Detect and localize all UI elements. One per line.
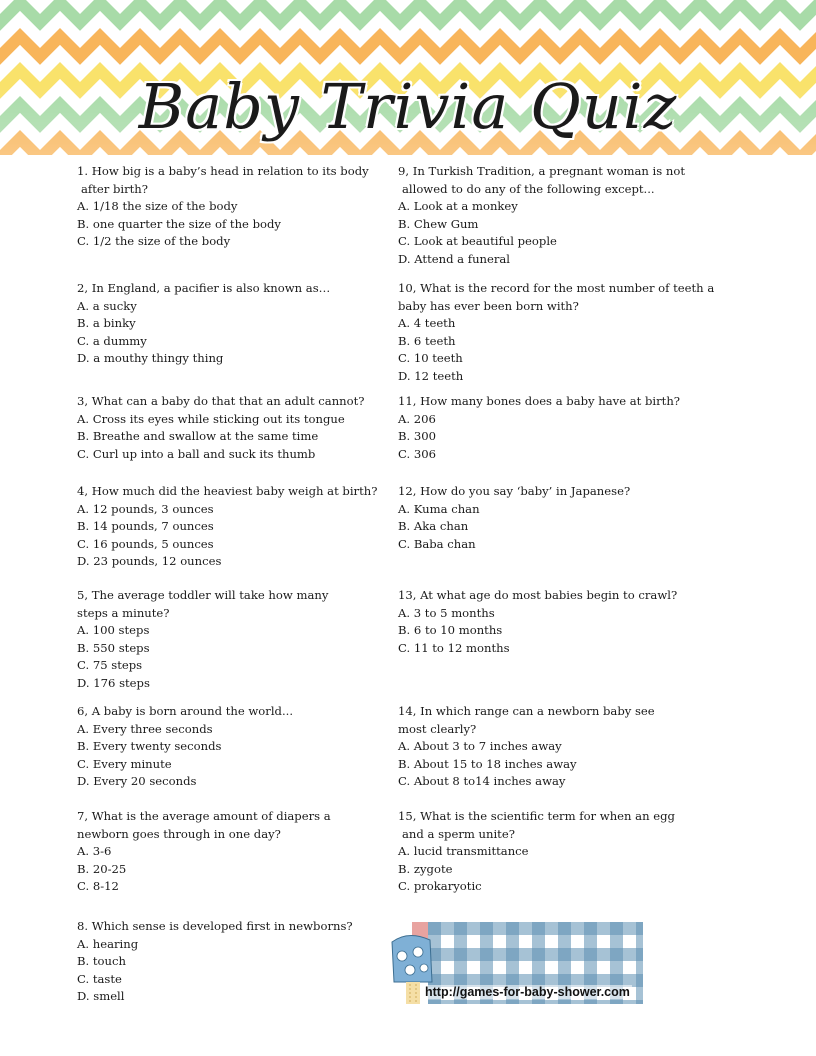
answer-option: C. Curl up into a ball and suck its thumb bbox=[77, 446, 316, 461]
question-text: 6, A baby is born around the world... bbox=[77, 704, 294, 718]
question-text: and a sperm unite? bbox=[402, 826, 515, 841]
answer-option: B. 14 pounds, 7 ounces bbox=[77, 519, 214, 534]
answer-option: B. Breathe and swallow at the same time bbox=[77, 429, 319, 444]
answer-option: A. a sucky bbox=[77, 298, 137, 313]
question-text: 2, In England, a pacifier is also known as… bbox=[77, 281, 331, 295]
question-text: steps a minute? bbox=[77, 605, 170, 620]
question-q3 bbox=[77, 393, 392, 463]
question-text: 4, How much did the heaviest baby weigh at birth? bbox=[77, 484, 378, 498]
answer-option: A. 12 pounds, 3 ounces bbox=[77, 501, 214, 516]
question-text: 3, What can a baby do that that an adult cannot? bbox=[77, 394, 365, 408]
answer-option: B. a binky bbox=[77, 316, 136, 331]
answer-option: D. a mouthy thingy thing bbox=[77, 351, 224, 366]
answer-option: C. 10 teeth bbox=[398, 351, 463, 366]
answer-option: C. a dummy bbox=[77, 333, 147, 348]
answer-option: D. Every 20 seconds bbox=[77, 774, 197, 789]
answer-option: A. Every three seconds bbox=[77, 721, 213, 736]
answer-option: B. one quarter the size of the body bbox=[77, 216, 281, 231]
answer-option: A. hearing bbox=[77, 936, 139, 951]
question-q7 bbox=[77, 808, 392, 896]
question-q14 bbox=[398, 703, 733, 791]
question-text: 12, How do you say ‘baby’ in Japanese? bbox=[398, 484, 631, 498]
question-text: baby has ever been born with? bbox=[398, 298, 579, 313]
question-text: 13, At what age do most babies begin to crawl? bbox=[398, 588, 678, 602]
answer-option: A. 3 to 5 months bbox=[398, 605, 495, 620]
answer-option: D. smell bbox=[77, 989, 125, 1004]
answer-option: B. 6 teeth bbox=[398, 333, 456, 348]
answer-option: A. About 3 to 7 inches away bbox=[398, 739, 562, 754]
answer-option: B. Every twenty seconds bbox=[77, 739, 222, 754]
page-title: Baby Trivia Quiz bbox=[138, 70, 678, 143]
question-q2 bbox=[77, 280, 392, 368]
answer-option: C. 75 steps bbox=[77, 658, 143, 673]
question-text: most clearly? bbox=[398, 721, 477, 736]
question-text: 5, The average toddler will take how many bbox=[77, 588, 329, 602]
answer-option: C. prokaryotic bbox=[398, 879, 482, 894]
answer-option: D. Attend a funeral bbox=[398, 251, 511, 266]
answer-option: D. 12 teeth bbox=[398, 368, 464, 383]
answer-option: A. Cross its eyes while sticking out its tongue bbox=[77, 411, 345, 426]
answer-option: B. 6 to 10 months bbox=[398, 623, 503, 638]
answer-option: A. 4 teeth bbox=[398, 316, 456, 331]
question-q8 bbox=[77, 918, 392, 1006]
question-q11 bbox=[398, 393, 733, 463]
question-q15 bbox=[398, 808, 733, 896]
answer-option: B. zygote bbox=[398, 861, 453, 876]
answer-option: C. 16 pounds, 5 ounces bbox=[77, 536, 214, 551]
answer-option: B. Chew Gum bbox=[398, 216, 479, 231]
question-text: 15, What is the scientific term for when an egg bbox=[398, 809, 675, 823]
answer-option: C. 306 bbox=[398, 446, 436, 461]
question-q5 bbox=[77, 587, 392, 693]
question-q1 bbox=[77, 163, 392, 251]
question-q4 bbox=[77, 483, 392, 571]
question-q9 bbox=[398, 163, 733, 269]
answer-option: C. Look at beautiful people bbox=[398, 234, 557, 249]
answer-option: C. About 8 to14 inches away bbox=[398, 774, 566, 789]
answer-option: C. Every minute bbox=[77, 756, 172, 771]
question-text: 8. Which sense is developed first in newborns? bbox=[77, 919, 353, 933]
answer-option: C. 1/2 the size of the body bbox=[77, 234, 231, 249]
answer-option: B. About 15 to 18 inches away bbox=[398, 756, 577, 771]
answer-option: A. 3-6 bbox=[77, 844, 112, 859]
answer-option: B. touch bbox=[77, 954, 126, 969]
question-text: 7, What is the average amount of diapers a bbox=[77, 809, 331, 823]
question-text: allowed to do any of the following except... bbox=[402, 181, 655, 196]
question-text: 10, What is the record for the most number of teeth a bbox=[398, 281, 715, 295]
question-text: newborn goes through in one day? bbox=[77, 826, 281, 841]
question-text: 14, In which range can a newborn baby see bbox=[398, 704, 655, 718]
question-q10 bbox=[398, 280, 733, 386]
answer-option: A. 100 steps bbox=[77, 623, 150, 638]
answer-option: B. 550 steps bbox=[77, 640, 150, 655]
answer-option: B. Aka chan bbox=[398, 519, 469, 534]
question-text: 9, In Turkish Tradition, a pregnant woman is not bbox=[398, 164, 686, 178]
answer-option: B. 300 bbox=[398, 429, 437, 444]
question-q13 bbox=[398, 587, 733, 657]
answer-option: A. 1/18 the size of the body bbox=[77, 199, 238, 214]
answer-option: C. Baba chan bbox=[398, 536, 476, 551]
question-text: after birth? bbox=[81, 181, 148, 196]
answer-option: A. Look at a monkey bbox=[398, 199, 518, 214]
question-text: 1. How big is a baby’s head in relation to its body bbox=[77, 164, 369, 178]
answer-option: D. 176 steps bbox=[77, 675, 150, 690]
question-text: 11, How many bones does a baby have at birth? bbox=[398, 394, 681, 408]
answer-option: A. Kuma chan bbox=[398, 501, 480, 516]
answer-option: C. 11 to 12 months bbox=[398, 640, 510, 655]
question-q6 bbox=[77, 703, 392, 791]
answer-option: B. 20-25 bbox=[77, 861, 127, 876]
answer-option: D. 23 pounds, 12 ounces bbox=[77, 554, 222, 569]
question-q12 bbox=[398, 483, 733, 553]
answer-option: A. lucid transmittance bbox=[398, 844, 529, 859]
footer-url: http://games-for-baby-shower.com bbox=[425, 985, 630, 999]
answer-option: C. taste bbox=[77, 971, 122, 986]
answer-option: C. 8-12 bbox=[77, 879, 119, 894]
answer-option: A. 206 bbox=[398, 411, 436, 426]
